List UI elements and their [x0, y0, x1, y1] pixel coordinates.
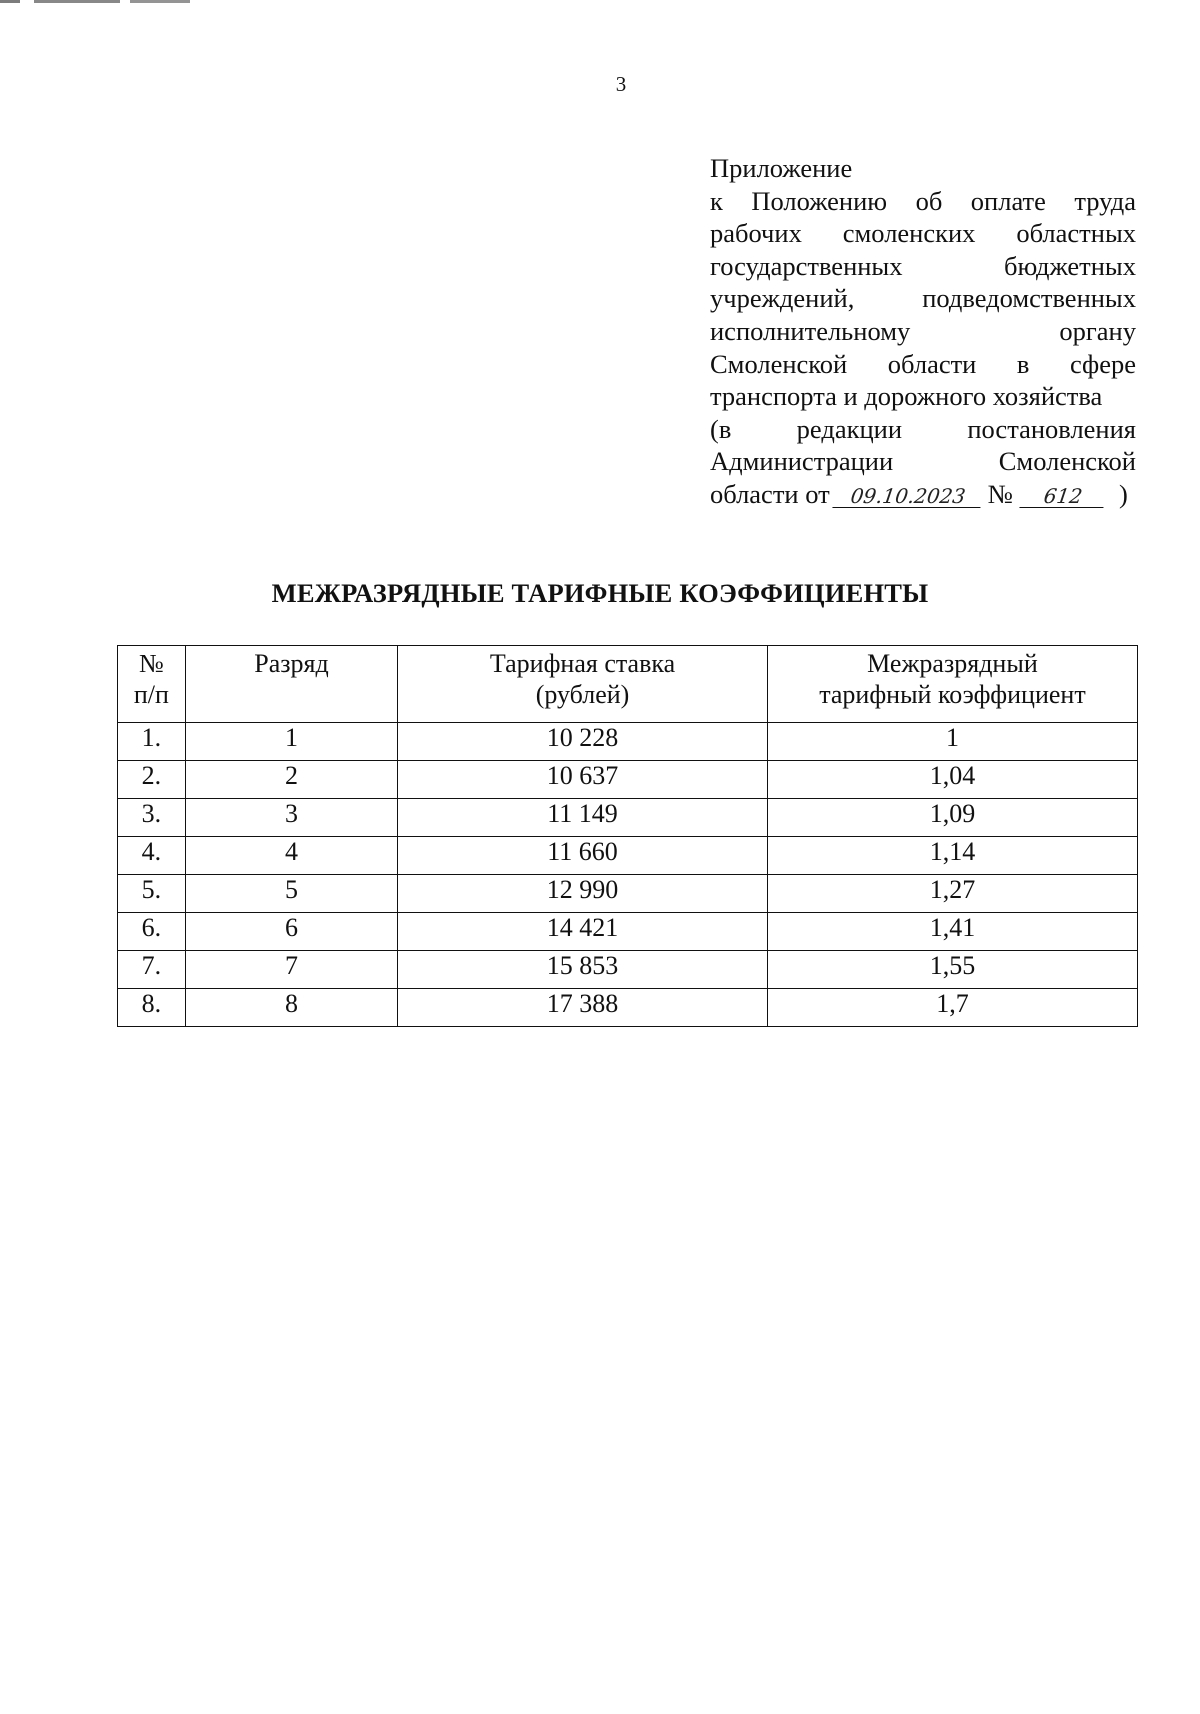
cell-rank: 2	[185, 761, 397, 799]
appendix-line: рабочих смоленских областных	[710, 218, 1136, 249]
cell-tariff-rate: 15 853	[398, 951, 768, 989]
cell-number: 3.	[118, 799, 186, 837]
scan-edge-artifact	[0, 0, 190, 3]
handwritten-number: 612	[1019, 485, 1106, 508]
cell-number: 8.	[118, 989, 186, 1027]
closing-parenthesis: )	[1119, 478, 1128, 509]
appendix-last-line	[710, 478, 1136, 511]
cell-number: 1.	[118, 723, 186, 761]
cell-coefficient: 1,14	[767, 837, 1137, 875]
appendix-line: исполнительному органу	[710, 315, 1136, 346]
table-row	[118, 837, 1138, 875]
table-row	[118, 799, 1138, 837]
appendix-line: учреждений, подведомственных	[710, 283, 1136, 314]
cell-tariff-rate: 11 149	[398, 799, 768, 837]
cell-rank: 7	[185, 951, 397, 989]
appendix-line: Приложение	[710, 153, 853, 183]
cell-coefficient: 1,7	[767, 989, 1137, 1027]
appendix-last-line-prefix: области от	[710, 478, 830, 509]
table-row	[118, 951, 1138, 989]
header-tariff-rate-line: Тарифная ставка	[489, 649, 676, 678]
appendix-line: государственных бюджетных	[710, 250, 1136, 281]
cell-tariff-rate: 12 990	[398, 875, 768, 913]
cell-rank: 8	[185, 989, 397, 1027]
tariff-coefficients-table	[117, 645, 1138, 1027]
cell-coefficient: 1,55	[767, 951, 1137, 989]
cell-tariff-rate: 11 660	[398, 837, 768, 875]
table-header-row	[118, 646, 1138, 723]
cell-number: 5.	[118, 875, 186, 913]
appendix-line: к Положению об оплате труда	[710, 185, 1136, 216]
header-rank	[185, 646, 397, 723]
cell-rank: 1	[185, 723, 397, 761]
cell-rank: 6	[185, 913, 397, 951]
cell-rank: 4	[185, 837, 397, 875]
header-rank-line: Разряд	[254, 649, 329, 678]
appendix-block	[710, 152, 1136, 511]
document-title: МЕЖРАЗРЯДНЫЕ ТАРИФНЫЕ КОЭФФИЦИЕНТЫ	[271, 578, 929, 608]
cell-number: 6.	[118, 913, 186, 951]
header-coefficient-line: Межразрядный	[867, 649, 1038, 678]
table-row	[118, 723, 1138, 761]
cell-coefficient: 1,04	[767, 761, 1137, 799]
cell-number: 4.	[118, 837, 186, 875]
header-tariff-rate	[398, 646, 768, 723]
page-number: 3	[615, 72, 627, 96]
appendix-line: Смоленской области в сфере	[710, 348, 1136, 379]
cell-coefficient: 1,41	[767, 913, 1137, 951]
table-row	[118, 875, 1138, 913]
cell-number: 7.	[118, 951, 186, 989]
table-row	[118, 761, 1138, 799]
appendix-line: (в редакции постановления	[710, 413, 1136, 444]
cell-rank: 3	[185, 799, 397, 837]
cell-coefficient: 1,09	[767, 799, 1137, 837]
table-row	[118, 913, 1138, 951]
appendix-line: Администрации Смоленской	[710, 446, 1136, 477]
header-number	[118, 646, 186, 723]
handwritten-date: 09.10.2023	[832, 485, 983, 508]
header-tariff-rate-line: (рублей)	[535, 680, 630, 709]
cell-coefficient: 1	[767, 723, 1137, 761]
header-coefficient-line: тарифный коэффициент	[819, 680, 1086, 709]
table-row	[118, 989, 1138, 1027]
cell-tariff-rate: 17 388	[398, 989, 768, 1027]
cell-number: 2.	[118, 761, 186, 799]
cell-tariff-rate: 14 421	[398, 913, 768, 951]
header-number-line: п/п	[133, 680, 169, 709]
cell-rank: 5	[185, 875, 397, 913]
cell-tariff-rate: 10 228	[398, 723, 768, 761]
cell-tariff-rate: 10 637	[398, 761, 768, 799]
appendix-line: транспорта и дорожного хозяйства	[710, 381, 1103, 412]
header-coefficient	[767, 646, 1137, 723]
number-sign: №	[987, 478, 1013, 509]
header-number-line: №	[138, 649, 164, 678]
cell-coefficient: 1,27	[767, 875, 1137, 913]
